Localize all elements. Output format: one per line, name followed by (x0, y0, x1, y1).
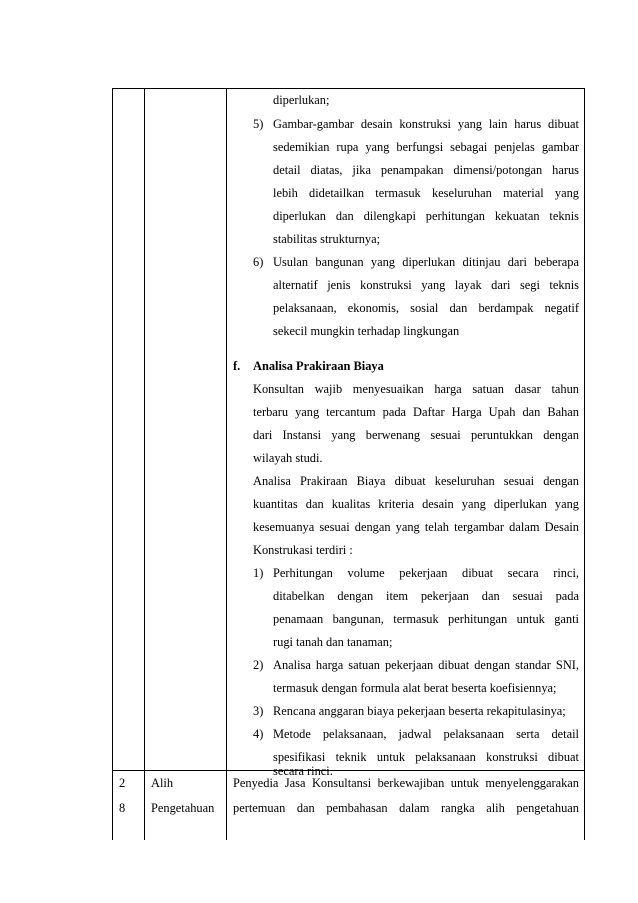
paragraph-line: dari Instansi yang berwenang sesuai peruntukkan dengan (253, 428, 579, 442)
paragraph-line: Konsultan wajib menyesuaikan harga satuan dasar tahun (253, 382, 579, 396)
list-item-text: termasuk dengan formula alat berat beserta koefisiennya; (273, 681, 557, 695)
list-item-text: Analisa harga satuan pekerjaan dibuat dengan standar SNI, (273, 658, 579, 672)
list-item-text: rugi tanah dan tanaman; (273, 635, 393, 649)
row-number: 8 (119, 801, 126, 815)
row-divider (112, 770, 584, 771)
list-item-text: Usulan bangunan yang diperlukan ditinjau dari beberapa (273, 255, 579, 269)
list-item-text: Metode pelaksanaan, jadwal pelaksanaan serta detail (273, 727, 579, 741)
list-item-number: 4) (253, 727, 264, 741)
table-left-border (112, 88, 113, 840)
list-item-text: ditabelkan dengan item pekerjaan dan sesuai pada (273, 589, 579, 603)
paragraph-line: kesemuanya sesuai dengan yang telah tergambar dalam Desain (253, 520, 579, 534)
column-divider-1 (144, 88, 145, 840)
row-description: Penyedia Jasa Konsultansi berkewajiban untuk menyelenggarakan (233, 776, 579, 790)
row-title: Alih (151, 776, 174, 790)
list-item-number: 6) (253, 255, 264, 269)
paragraph-line: wilayah studi. (253, 451, 323, 465)
list-item-text: sekecil mungkin terhadap lingkungan (273, 324, 460, 338)
list-item-number: 2) (253, 658, 264, 672)
list-item-text: Gambar-gambar desain konstruksi yang lain harus dibuat (273, 117, 579, 131)
row-description: pertemuan dan pembahasan dalam rangka alih pengetahuan (233, 801, 579, 815)
list-item-text: spesifikasi teknik untuk pelaksanaan konstruksi dibuat (273, 750, 579, 764)
row-title: Pengetahuan (151, 801, 215, 815)
table-top-border (112, 88, 584, 89)
paragraph-line: Konstrukasi terdiri : (253, 543, 353, 557)
section-title: Analisa Prakiraan Biaya (253, 359, 384, 373)
list-item-text: pelaksanaan, ekonomis, sosial dan berdampak negatif (273, 301, 579, 315)
list-item-number: 3) (253, 704, 264, 718)
list-item-text: Rencana anggaran biaya pekerjaan beserta rekapitulasinya; (273, 704, 566, 718)
section-letter: f. (233, 359, 241, 373)
list-item-text: diperlukan; (273, 93, 330, 107)
paragraph-line: terbaru yang tercantum pada Daftar Harga Upah dan Bahan (253, 405, 579, 419)
table-right-border (584, 88, 585, 840)
row-number: 2 (119, 776, 126, 790)
column-divider-2 (226, 88, 227, 840)
list-item-number: 5) (253, 117, 264, 131)
list-item-text: secara rinci. (273, 764, 333, 778)
paragraph-line: Analisa Prakiraan Biaya dibuat keseluruhan sesuai dengan (253, 474, 579, 488)
list-item-text: diperlukan dan dilengkapi perhitungan kekuatan teknis (273, 209, 579, 223)
list-item-text: detail diatas, jika penampakan dimensi/potongan harus (273, 163, 579, 177)
list-item-text: Perhitungan volume pekerjaan dibuat secara rinci, (273, 566, 579, 580)
list-item-text: penamaan bangunan, termasuk perhitungan untuk ganti (273, 612, 579, 626)
paragraph-line: kuantitas dan kualitas kriteria desain yang diperlukan yang (253, 497, 579, 511)
list-item-text: stabilitas strukturnya; (273, 232, 381, 246)
list-item-number: 1) (253, 566, 264, 580)
list-item-text: alternatif jenis konstruksi yang layak dari segi teknis (273, 278, 579, 292)
list-item-text: sedemikian rupa yang berfungsi sebagai penjelas gambar (273, 140, 579, 154)
list-item-text: lebih didetailkan termasuk keseluruhan material yang (273, 186, 579, 200)
